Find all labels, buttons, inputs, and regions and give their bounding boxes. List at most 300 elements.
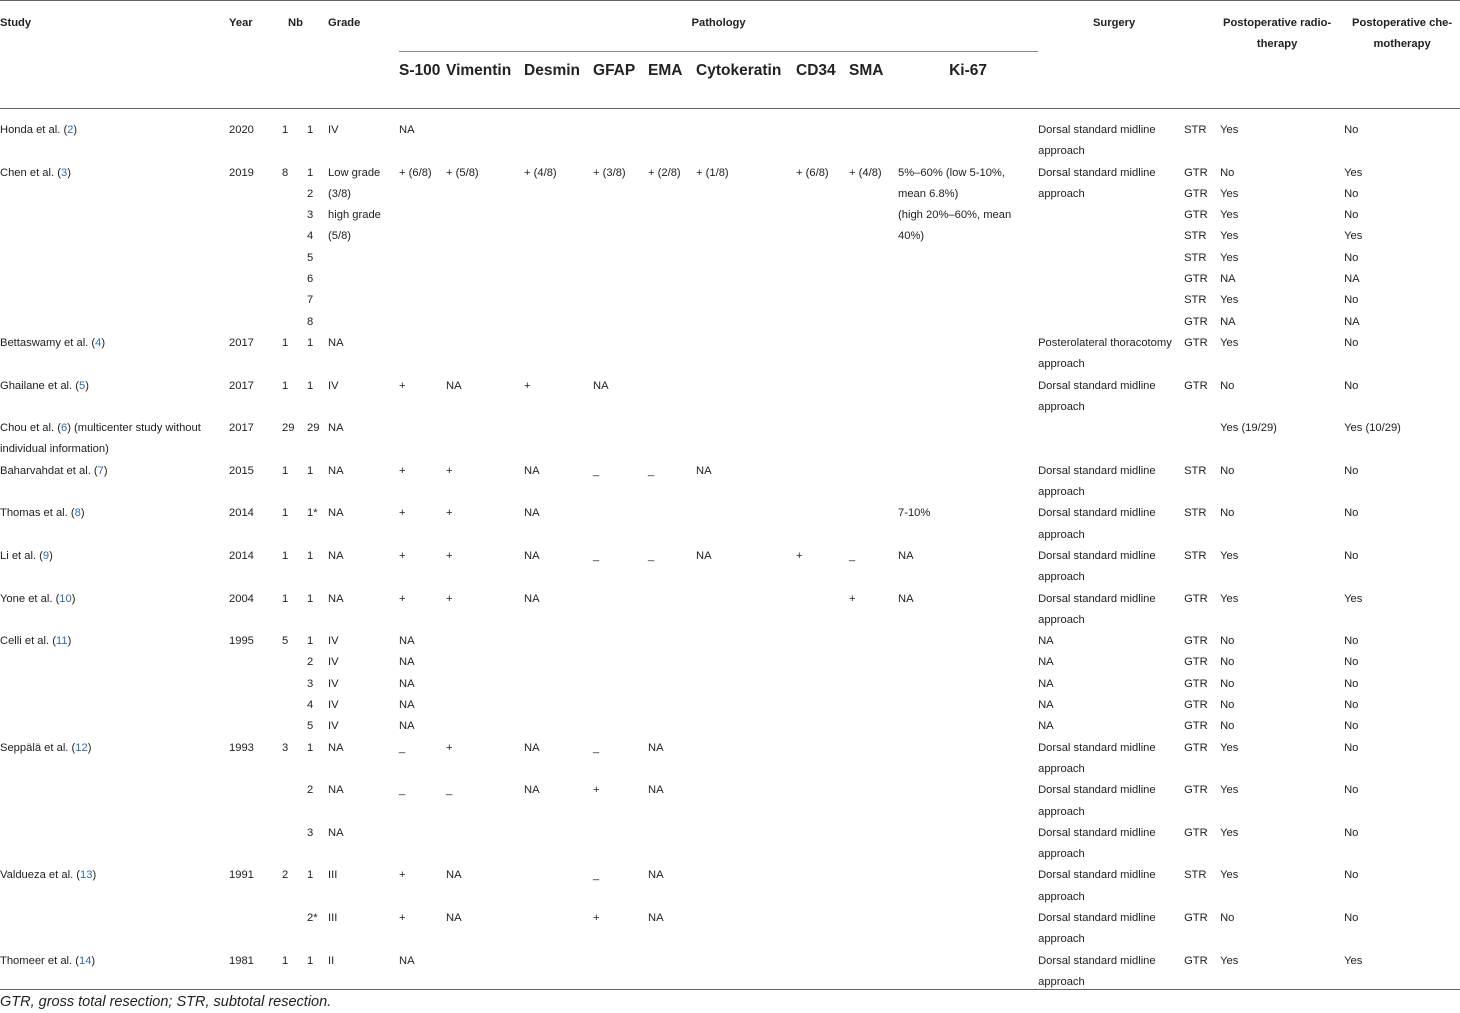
- reference-link[interactable]: 5: [78, 379, 86, 392]
- chemotherapy-cell: No: [1344, 784, 1359, 797]
- table-row: [0, 865, 1460, 908]
- study-cell: [0, 290, 229, 311]
- table-footnote: GTR, gross total resection; STR, subtotal resection.: [0, 994, 332, 1010]
- resection-cell: GTR: [1184, 166, 1208, 179]
- year-cell: 2015: [229, 464, 254, 477]
- nb-cell: [276, 674, 301, 695]
- grade-cell: IV: [328, 677, 339, 690]
- case-cell: 5: [307, 720, 314, 733]
- nb-cell: [276, 226, 301, 247]
- year-cell: [229, 269, 276, 290]
- vimentin-cell: NA: [446, 911, 462, 924]
- reference-link[interactable]: 14: [78, 954, 92, 967]
- sma-cell: _: [849, 549, 856, 562]
- sma-cell: [849, 226, 898, 247]
- resection-cell: GTR: [1184, 677, 1208, 690]
- surgery-cell: Dorsal standard midline approach: [1038, 592, 1156, 626]
- year-cell: 1981: [229, 954, 254, 967]
- ki67-cell: [898, 780, 1038, 823]
- radiotherapy-cell: NA: [1220, 315, 1236, 328]
- gfap-cell: [593, 674, 648, 695]
- sma-cell: [849, 376, 898, 419]
- case-cell: 7: [307, 294, 314, 307]
- desmin-cell: [524, 674, 593, 695]
- header-cytokeratin: Cytokeratin: [696, 62, 782, 79]
- gfap-cell: [593, 823, 648, 866]
- case-cell: 4: [307, 699, 314, 712]
- reference-link[interactable]: 3: [60, 166, 68, 179]
- resection-cell: GTR: [1184, 911, 1208, 924]
- reference-link[interactable]: 11: [55, 635, 68, 648]
- nb-cell: 1: [282, 592, 289, 605]
- radiotherapy-cell: Yes: [1220, 124, 1239, 136]
- cd34-cell: [796, 652, 849, 673]
- ema-cell: [648, 695, 696, 716]
- surgery-cell: Dorsal standard midline approach: [1038, 549, 1156, 584]
- reference-link[interactable]: 2: [67, 124, 74, 136]
- year-cell: [229, 716, 276, 737]
- vimentin-cell: [446, 716, 524, 737]
- year-cell: 2014: [229, 549, 254, 562]
- ema-cell: [648, 652, 696, 673]
- gfap-cell: _: [593, 464, 600, 477]
- ema-cell: [648, 290, 696, 311]
- gfap-cell: +: [593, 784, 600, 797]
- chemotherapy-cell: Yes: [1344, 592, 1363, 605]
- nb-cell: [276, 269, 301, 290]
- ki67-cell: [898, 418, 1038, 461]
- study-cell: [0, 184, 229, 205]
- ema-cell: [648, 376, 696, 419]
- grade-cell: IV: [328, 379, 339, 392]
- vimentin-cell: + (5/8): [446, 166, 479, 179]
- grade-cell: IV: [328, 635, 339, 648]
- grade-cell: IV: [328, 720, 339, 733]
- chemotherapy-cell: No: [1344, 251, 1359, 264]
- ki67-cell: [898, 333, 1038, 376]
- grade-cell: NA: [328, 464, 344, 477]
- desmin-cell: [524, 631, 593, 652]
- gfap-cell: NA: [593, 379, 609, 392]
- chemotherapy-cell: No: [1344, 656, 1359, 669]
- surgery-cell: NA: [1038, 656, 1054, 669]
- header-pathology: Pathology: [399, 1, 1038, 52]
- sma-cell: + (4/8): [849, 166, 882, 179]
- reference-link[interactable]: 12: [75, 741, 88, 754]
- reference-link[interactable]: 10: [59, 592, 72, 605]
- cd34-cell: [796, 780, 849, 823]
- radiotherapy-cell: Yes: [1220, 869, 1239, 882]
- desmin-cell: [524, 418, 593, 461]
- ki67-cell: [898, 269, 1038, 290]
- year-cell: [229, 184, 276, 205]
- case-cell: 4: [307, 230, 314, 243]
- ki67-cell: [898, 738, 1038, 781]
- cytokeratin-cell: [696, 716, 796, 737]
- study-cell: [0, 205, 229, 226]
- s100-cell: NA: [399, 954, 415, 967]
- study-cell: Seppälä et al. (12): [0, 741, 92, 754]
- reference-link[interactable]: 6: [60, 422, 68, 435]
- s100-cell: [399, 290, 446, 311]
- vimentin-cell: [446, 109, 524, 163]
- table-row: [0, 333, 1460, 376]
- surgery-cell: [1038, 269, 1184, 290]
- grade-cell: IV: [328, 656, 339, 669]
- table-row: [0, 248, 1460, 269]
- table-row: [0, 695, 1460, 716]
- cd34-cell: [796, 418, 849, 461]
- year-cell: [229, 652, 276, 673]
- chemotherapy-cell: NA: [1344, 315, 1360, 328]
- cytokeratin-cell: [696, 503, 796, 546]
- sma-cell: [849, 951, 898, 994]
- radiotherapy-cell: Yes: [1220, 592, 1239, 605]
- ki67-cell: [898, 461, 1038, 504]
- vimentin-cell: _: [446, 784, 453, 797]
- s100-cell: +: [399, 911, 406, 924]
- cd34-cell: [796, 695, 849, 716]
- cd34-cell: [796, 226, 849, 247]
- table-row: [0, 780, 1460, 823]
- desmin-cell: [524, 226, 593, 247]
- ki67-cell: [898, 674, 1038, 695]
- gfap-cell: +: [593, 911, 600, 924]
- nb-cell: 29: [282, 422, 295, 435]
- surgery-cell: Dorsal standard midline approach: [1038, 826, 1156, 861]
- resection-cell: GTR: [1184, 315, 1208, 328]
- ema-cell: [648, 951, 696, 994]
- vimentin-cell: +: [446, 741, 453, 754]
- grade-cell: [328, 290, 399, 311]
- radiotherapy-cell: Yes: [1220, 336, 1239, 349]
- cd34-cell: [796, 205, 849, 226]
- cd34-cell: [796, 716, 849, 737]
- chemotherapy-cell: No: [1344, 677, 1359, 690]
- resection-cell: GTR: [1184, 720, 1208, 733]
- cd34-cell: [796, 290, 849, 311]
- gfap-cell: [593, 503, 648, 546]
- study-cell: Yone et al. (10): [0, 592, 76, 605]
- reference-link[interactable]: 9: [42, 549, 50, 562]
- s100-cell: [399, 184, 446, 205]
- chemotherapy-cell: No: [1344, 187, 1359, 200]
- resection-cell: [1184, 418, 1220, 461]
- desmin-cell: [524, 716, 593, 737]
- header-chemotherapy: Postoperative che-motherapy: [1352, 17, 1453, 50]
- resection-cell: GTR: [1184, 656, 1208, 669]
- resection-cell: STR: [1184, 464, 1207, 477]
- gfap-cell: [593, 652, 648, 673]
- cd34-cell: + (6/8): [796, 166, 829, 179]
- gfap-cell: [593, 716, 648, 737]
- ema-cell: [648, 312, 696, 333]
- header-gfap: GFAP: [593, 62, 636, 79]
- radiotherapy-cell: Yes: [1220, 294, 1239, 307]
- vimentin-cell: [446, 823, 524, 866]
- grade-cell: NA: [328, 784, 344, 797]
- ki67-cell: (high 20%–60%, mean: [898, 209, 1012, 222]
- gfap-cell: [593, 418, 648, 461]
- chemotherapy-cell: Yes: [1344, 954, 1363, 967]
- case-cell: 1: [307, 464, 314, 477]
- study-name: Thomeer et al. (: [0, 954, 79, 967]
- chemotherapy-cell: No: [1344, 124, 1359, 136]
- ki67-cell: [898, 312, 1038, 333]
- nb-cell: 1: [282, 549, 289, 562]
- grade-cell: NA: [328, 507, 344, 520]
- surgery-cell: [1038, 248, 1184, 269]
- radiotherapy-cell: No: [1220, 635, 1235, 648]
- year-cell: [229, 312, 276, 333]
- nb-cell: [276, 716, 301, 737]
- sma-cell: [849, 908, 898, 951]
- nb-cell: 1: [282, 507, 289, 520]
- year-cell: [229, 674, 276, 695]
- cd34-cell: [796, 503, 849, 546]
- ki67-cell: 5%–60% (low 5-10%,: [898, 166, 1005, 179]
- surgery-cell: [1038, 226, 1184, 247]
- study-cell: Celli et al. (11): [0, 635, 72, 648]
- cd34-cell: [796, 823, 849, 866]
- cytokeratin-cell: [696, 823, 796, 866]
- cd34-cell: [796, 908, 849, 951]
- ema-cell: NA: [648, 911, 664, 924]
- header-s100: S-100: [399, 62, 441, 79]
- year-cell: [229, 695, 276, 716]
- case-cell: 2: [307, 656, 314, 669]
- cytokeratin-cell: [696, 248, 796, 269]
- cd34-cell: [796, 674, 849, 695]
- sma-cell: [849, 290, 898, 311]
- vimentin-cell: [446, 312, 524, 333]
- study-cell: [0, 652, 229, 673]
- radiotherapy-cell: No: [1220, 507, 1235, 520]
- gfap-cell: [593, 226, 648, 247]
- radiotherapy-cell: No: [1220, 166, 1235, 179]
- surgery-cell: [1038, 312, 1184, 333]
- study-name: Baharvahdat et al. (: [0, 464, 98, 477]
- reference-link[interactable]: 4: [95, 336, 102, 349]
- sma-cell: [849, 109, 898, 163]
- s100-cell: +: [399, 507, 406, 520]
- table-row: [0, 631, 1460, 652]
- nb-cell: 1: [282, 124, 289, 136]
- vimentin-cell: NA: [446, 379, 462, 392]
- reference-link[interactable]: 8: [74, 507, 81, 520]
- reference-link[interactable]: 7: [97, 464, 104, 477]
- desmin-cell: NA: [524, 549, 540, 562]
- ema-cell: [648, 823, 696, 866]
- s100-cell: NA: [399, 720, 415, 733]
- ki67-cell: [898, 823, 1038, 866]
- study-cell: Thomeer et al. (14): [0, 954, 96, 967]
- ema-cell: [648, 184, 696, 205]
- nb-cell: [276, 290, 301, 311]
- resection-cell: GTR: [1184, 592, 1208, 605]
- sma-cell: [849, 333, 898, 376]
- vimentin-cell: +: [446, 464, 453, 477]
- study-cell: [0, 695, 229, 716]
- vimentin-cell: [446, 290, 524, 311]
- year-cell: 2014: [229, 507, 254, 520]
- desmin-cell: [524, 823, 593, 866]
- cytokeratin-cell: + (1/8): [696, 166, 729, 179]
- reference-link[interactable]: 13: [80, 869, 93, 882]
- cytokeratin-cell: [696, 205, 796, 226]
- ki67-cell: [898, 631, 1038, 652]
- resection-cell: STR: [1184, 869, 1207, 882]
- cd34-cell: +: [796, 549, 803, 562]
- desmin-cell: NA: [524, 592, 540, 605]
- s100-cell: [399, 269, 446, 290]
- study-cell: [0, 674, 229, 695]
- grade-cell: (5/8): [328, 230, 352, 243]
- chemotherapy-cell: Yes: [1344, 230, 1363, 243]
- year-cell: [229, 290, 276, 311]
- nb-cell: 5: [282, 635, 289, 648]
- cd34-cell: [796, 951, 849, 994]
- ki67-cell: [898, 248, 1038, 269]
- grade-cell: high grade: [328, 209, 381, 222]
- table-row: [0, 226, 1460, 247]
- case-cell: 2: [307, 784, 314, 797]
- cd34-cell: [796, 312, 849, 333]
- year-cell: 2017: [229, 422, 254, 435]
- resection-cell: STR: [1184, 294, 1207, 307]
- ki67-cell: [898, 908, 1038, 951]
- case-cell: 1: [307, 124, 314, 136]
- grade-cell: NA: [328, 826, 344, 839]
- desmin-cell: NA: [524, 507, 540, 520]
- radiotherapy-cell: Yes: [1220, 826, 1239, 839]
- gfap-cell: [593, 589, 648, 632]
- surgery-cell: Dorsal standard midline approach: [1038, 124, 1156, 158]
- cd34-cell: [796, 184, 849, 205]
- cd34-cell: [796, 589, 849, 632]
- study-cell: Valdueza et al. (13): [0, 869, 97, 882]
- vimentin-cell: +: [446, 549, 453, 562]
- study-cell: [0, 312, 229, 333]
- year-cell: 1991: [229, 869, 254, 882]
- study-cell: [0, 780, 229, 823]
- surgery-cell: Dorsal standard midline: [1038, 166, 1156, 179]
- resection-cell: STR: [1184, 251, 1207, 264]
- ki67-cell: NA: [898, 592, 914, 605]
- study-name: Thomas et al. (: [0, 507, 75, 520]
- study-note: ) (multicenter study without individual information): [0, 422, 201, 456]
- cd34-cell: [796, 738, 849, 781]
- cytokeratin-cell: [696, 865, 796, 908]
- study-name: Ghailane et al. (: [0, 379, 79, 392]
- table-row: [0, 546, 1460, 589]
- cd34-cell: [796, 865, 849, 908]
- surgery-cell: [1038, 418, 1184, 461]
- table-header: [0, 1, 1460, 109]
- year-cell: 1993: [229, 741, 254, 754]
- gfap-cell: _: [593, 741, 600, 754]
- ki67-cell: 40%): [898, 230, 925, 243]
- table-row: [0, 312, 1460, 333]
- sma-cell: +: [849, 592, 856, 605]
- s100-cell: _: [399, 741, 406, 754]
- surgery-cell: Dorsal standard midline approach: [1038, 379, 1156, 413]
- s100-cell: NA: [399, 699, 415, 712]
- year-cell: [229, 908, 276, 951]
- s100-cell: [399, 226, 446, 247]
- vimentin-cell: [446, 269, 524, 290]
- grade-cell: IV: [328, 124, 339, 136]
- case-cell: 3: [307, 209, 314, 222]
- case-cell: 8: [307, 315, 314, 328]
- cytokeratin-cell: [696, 695, 796, 716]
- ema-cell: [648, 109, 696, 163]
- ema-cell: [648, 418, 696, 461]
- cd34-cell: [796, 269, 849, 290]
- header-nb: Nb: [288, 17, 303, 29]
- chemotherapy-cell: No: [1344, 464, 1359, 477]
- s100-cell: [399, 418, 446, 461]
- header-surgery: Surgery: [1092, 17, 1136, 29]
- case-cell: 3: [307, 826, 314, 839]
- cytokeratin-cell: [696, 780, 796, 823]
- vimentin-cell: [446, 631, 524, 652]
- grade-cell: [328, 269, 399, 290]
- cytokeratin-cell: [696, 269, 796, 290]
- sma-cell: [849, 652, 898, 673]
- gfap-cell: [593, 695, 648, 716]
- year-cell: 2004: [229, 592, 254, 605]
- year-cell: 2020: [229, 124, 254, 136]
- radiotherapy-cell: Yes: [1220, 187, 1239, 200]
- gfap-cell: [593, 205, 648, 226]
- nb-cell: [276, 908, 301, 951]
- chemotherapy-cell: No: [1344, 741, 1359, 754]
- gfap-cell: [593, 184, 648, 205]
- cd34-cell: [796, 376, 849, 419]
- grade-cell: NA: [328, 549, 344, 562]
- surgery-cell: Dorsal standard midline approach: [1038, 464, 1156, 499]
- table-row: [0, 109, 1460, 163]
- vimentin-cell: [446, 184, 524, 205]
- ki67-cell: [898, 951, 1038, 994]
- header-desmin: Desmin: [524, 62, 581, 79]
- study-cell: Chen et al. (3): [0, 166, 71, 179]
- chemotherapy-cell: NA: [1344, 273, 1360, 286]
- nb-cell: [276, 652, 301, 673]
- s100-cell: +: [399, 549, 406, 562]
- study-cell: [0, 418, 229, 461]
- surgery-cell: Posterolateral thoracotomy approach: [1038, 336, 1172, 371]
- sma-cell: [849, 631, 898, 652]
- table-row: [0, 376, 1460, 419]
- resection-cell: GTR: [1184, 379, 1208, 392]
- surgery-cell: Dorsal standard midline approach: [1038, 784, 1156, 818]
- s100-cell: _: [399, 784, 406, 797]
- sma-cell: [849, 695, 898, 716]
- cytokeratin-cell: NA: [696, 464, 712, 477]
- radiotherapy-cell: NA: [1220, 273, 1236, 286]
- table-row: [0, 652, 1460, 673]
- desmin-cell: NA: [524, 784, 540, 797]
- cytokeratin-cell: [696, 290, 796, 311]
- surgery-cell: Dorsal standard midline approach: [1038, 869, 1156, 903]
- gfap-cell: [593, 290, 648, 311]
- ki67-cell: mean 6.8%): [898, 187, 959, 200]
- s100-cell: [399, 205, 446, 226]
- sma-cell: [849, 503, 898, 546]
- s100-cell: NA: [399, 635, 415, 648]
